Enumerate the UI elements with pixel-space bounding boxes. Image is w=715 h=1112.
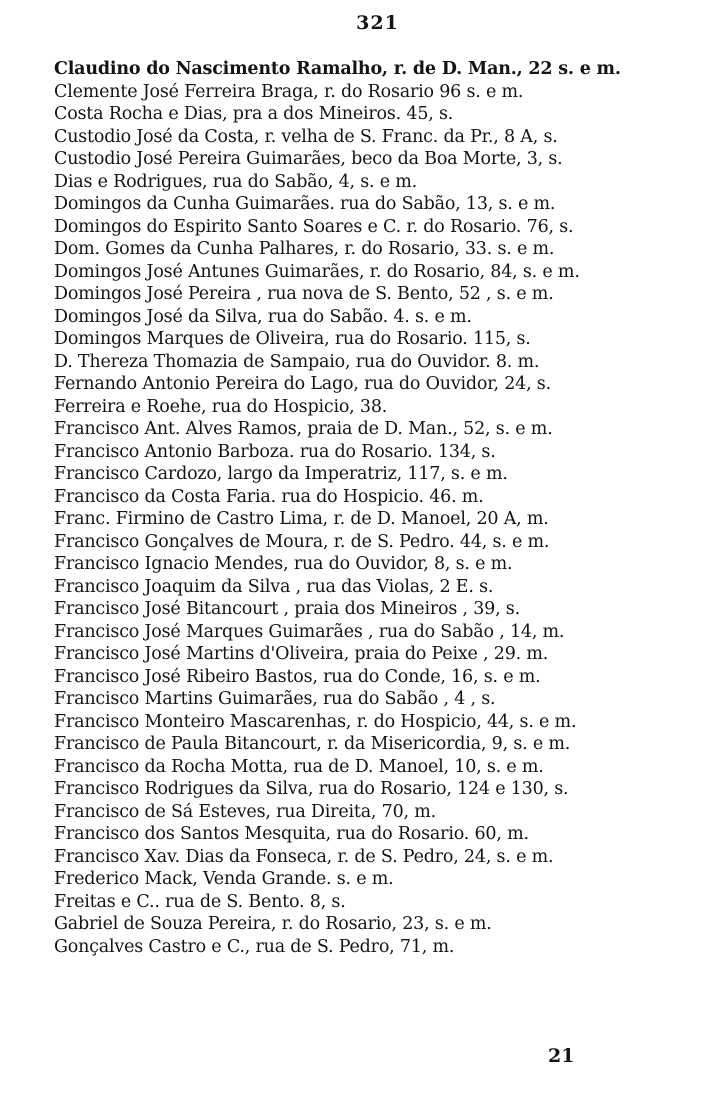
directory-entry: Francisco Ant. Alves Ramos, praia de D. Man., 52, s. e m. [54,419,553,439]
directory-entry: Francisco Monteiro Mascarenhas, r. do Hospicio, 44, s. e m. [54,711,577,732]
page-number: 321 [356,12,399,34]
directory-entry: Francisco José Ribeiro Bastos, rua do Conde, 16, s. e m. [54,666,541,687]
directory-entry: Francisco Antonio Barboza. rua do Rosario. 134, s. [54,441,496,462]
directory-entry: Domingos José Pereira , rua nova de S. Bento, 52 , s. e m. [54,284,554,304]
directory-entry: Dom. Gomes da Cunha Palhares, r. do Rosario, 33. s. e m. [54,239,555,259]
directory-entry: Gonçalves Castro e C., rua de S. Pedro, 71, m. [54,936,455,957]
directory-entry: Franc. Firmino de Castro Lima, r. de D. Manoel, 20 A, m. [54,509,549,529]
directory-entry: Francisco José Bitancourt , praia dos Mineiros , 39, s. [54,599,520,619]
directory-entry: Francisco Ignacio Mendes, rua do Ouvidor, 8, s. e m. [54,554,513,574]
directory-entry: Francisco Rodrigues da Silva, rua do Rosario, 124 e 130, s. [54,779,569,799]
directory-entry: Ferreira e Roehe, rua do Hospicio, 38. [54,396,388,417]
directory-entry: Custodio José Pereira Guimarães, beco da Boa Morte, 3, s. [54,149,563,169]
directory-entry: D. Thereza Thomazia de Sampaio, rua do Ouvidor. 8. m. [54,351,540,372]
directory-entry: Francisco de Paula Bitancourt, r. da Misericordia, 9, s. e m. [54,734,571,754]
directory-entry: Francisco Joaquim da Silva , rua das Violas, 2 E. s. [54,576,494,597]
directory-entry: Francisco José Marques Guimarães , rua do Sabão , 14, m. [54,621,565,642]
directory-entry: Gabriel de Souza Pereira, r. do Rosario, 23, s. e m. [54,914,492,934]
directory-entry: Domingos do Espirito Santo Soares e C. r. do Rosario. 76, s. [54,216,574,237]
directory-entry: Claudino do Nascimento Ramalho, r. de D. Man., 22 s. e m. [54,59,621,79]
directory-entry: Domingos José da Silva, rua do Sabão. 4. s. e m. [54,306,472,327]
directory-entry: Domingos José Antunes Guimarães, r. do Rosario, 84, s. e m. [54,261,580,282]
directory-entry: Domingos da Cunha Guimarães. rua do Sabão, 13, s. e m. [54,194,556,214]
directory-entry: Francisco Xav. Dias da Fonseca, r. de S. Pedro, 24, s. e m. [54,846,554,867]
directory-entry: Freitas e C.. rua de S. Bento. 8, s. [54,891,346,912]
directory-entry: Francisco de Sá Esteves, rua Direita, 70, m. [54,801,437,822]
directory-entry: Custodio José da Costa, r. velha de S. Franc. da Pr., 8 A, s. [54,126,558,147]
directory-list [54,58,704,958]
directory-entry: Costa Rocha e Dias, pra a dos Mineiros. 45, s. [54,104,454,124]
directory-entry: Francisco da Rocha Motta, rua de D. Manoel, 10, s. e m. [54,756,544,777]
directory-entry: Domingos Marques de Oliveira, rua do Rosario. 115, s. [54,329,531,349]
directory-entry: Frederico Mack, Venda Grande. s. e m. [54,869,394,889]
directory-entry: Francisco dos Santos Mesquita, rua do Rosario. 60, m. [54,824,529,844]
directory-entry: Francisco Gonçalves de Moura, r. de S. Pedro. 44, s. e m. [54,531,550,552]
signature-mark: 21 [548,1045,575,1067]
directory-entry: Dias e Rodrigues, rua do Sabão, 4, s. e m. [54,171,418,192]
directory-entry: Francisco Cardozo, largo da Imperatriz, 117, s. e m. [54,464,508,484]
directory-entry: Clemente José Ferreira Braga, r. do Rosario 96 s. e m. [54,81,524,102]
directory-entry: Francisco da Costa Faria. rua do Hospicio. 46. m. [54,486,484,507]
directory-entry: Fernando Antonio Pereira do Lago, rua do Ouvidor, 24, s. [54,374,551,394]
directory-entry: Francisco José Martins d'Oliveira, praia do Peixe , 29. m. [54,644,549,664]
directory-entry: Francisco Martins Guimarães, rua do Sabão , 4 , s. [54,689,496,709]
